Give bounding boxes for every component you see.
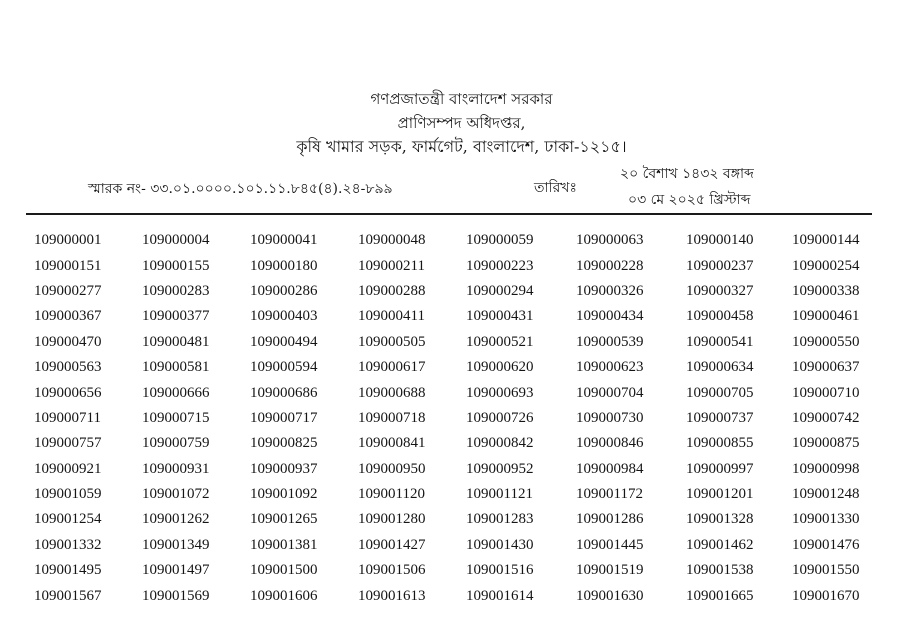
registration-number: 109000686 [250,384,318,401]
registration-number: 109000855 [686,435,754,452]
registration-number: 109000059 [466,232,534,249]
registration-number: 109000656 [34,384,102,401]
registration-number: 109000151 [34,257,102,274]
registration-number: 109000277 [34,282,102,299]
registration-number: 109000338 [792,282,860,299]
registration-number: 109000950 [358,460,426,477]
registration-number: 109000411 [358,308,425,325]
registration-number: 109001201 [686,486,754,503]
registration-number: 109000952 [466,460,534,477]
registration-number: 109000458 [686,308,754,325]
registration-number: 109000180 [250,257,318,274]
registration-number: 109001349 [142,536,210,553]
registration-number: 109001286 [576,511,644,528]
registration-number: 109001613 [358,587,426,604]
number-row [34,279,894,304]
registration-number-grid [34,228,894,609]
registration-number: 109001381 [250,536,318,553]
registration-number: 109000563 [34,359,102,376]
registration-number: 109000710 [792,384,860,401]
registration-number: 109001280 [358,511,426,528]
registration-number: 109001606 [250,587,318,604]
registration-number: 109000294 [466,282,534,299]
registration-number: 109000846 [576,435,644,452]
registration-number: 109000634 [686,359,754,376]
registration-number: 109000931 [142,460,210,477]
registration-number: 109001332 [34,536,102,553]
registration-number: 109000004 [142,232,210,249]
registration-number: 109000494 [250,333,318,350]
registration-number: 109000223 [466,257,534,274]
registration-number: 109000693 [466,384,534,401]
registration-number: 109001500 [250,562,318,579]
registration-number: 109000140 [686,232,754,249]
registration-number: 109001445 [576,536,644,553]
registration-number: 109000737 [686,409,754,426]
registration-number: 109000718 [358,409,426,426]
registration-number: 109000717 [250,409,318,426]
registration-number: 109000998 [792,460,860,477]
registration-number: 109000711 [34,409,101,426]
registration-number: 109000237 [686,257,754,274]
number-row [34,507,894,532]
registration-number: 109000155 [142,257,210,274]
date-label: তারিখঃ [534,180,577,196]
registration-number: 109000825 [250,435,318,452]
registration-number: 109000984 [576,460,644,477]
registration-number: 109001072 [142,486,210,503]
registration-number: 109000431 [466,308,534,325]
registration-number: 109000505 [358,333,426,350]
registration-number: 109000048 [358,232,426,249]
registration-number: 109000461 [792,308,860,325]
department-name: প্রাণিসম্পদ অধিদপ্তর, [397,114,526,132]
registration-number: 109001462 [686,536,754,553]
registration-number: 109000521 [466,333,534,350]
number-row [34,406,894,431]
registration-number: 109000283 [142,282,210,299]
registration-number: 109000367 [34,308,102,325]
registration-number: 109001538 [686,562,754,579]
registration-number: 109000757 [34,435,102,452]
registration-number: 109001495 [34,562,102,579]
registration-number: 109000228 [576,257,644,274]
registration-number: 109000001 [34,232,102,249]
registration-number: 109000620 [466,359,534,376]
registration-number: 109001497 [142,562,210,579]
registration-number: 109000666 [142,384,210,401]
number-row [34,355,894,380]
registration-number: 109000327 [686,282,754,299]
number-row [34,431,894,456]
registration-number: 109000841 [358,435,426,452]
registration-number: 109000637 [792,359,860,376]
number-row [34,583,894,608]
registration-number: 109000594 [250,359,318,376]
registration-number: 109001059 [34,486,102,503]
registration-number: 109000997 [686,460,754,477]
date-bangla: ২০ বৈশাখ ১৪৩২ বঙ্গাব্দ [620,166,754,182]
registration-number: 109000377 [142,308,210,325]
registration-number: 109000742 [792,409,860,426]
registration-number: 109001283 [466,511,534,528]
registration-number: 109001430 [466,536,534,553]
registration-number: 109000041 [250,232,318,249]
registration-number: 109000326 [576,282,644,299]
registration-number: 109001172 [576,486,643,503]
registration-number: 109000704 [576,384,644,401]
registration-number: 109000403 [250,308,318,325]
date-english: ০৩ মে ২০২৫ খ্রিস্টাব্দ [628,192,751,208]
registration-number: 109000481 [142,333,210,350]
registration-number: 109000550 [792,333,860,350]
registration-number: 109000254 [792,257,860,274]
registration-number: 109001614 [466,587,534,604]
registration-number: 109001569 [142,587,210,604]
registration-number: 109001665 [686,587,754,604]
registration-number: 109000937 [250,460,318,477]
header-divider [26,213,872,215]
registration-number: 109001567 [34,587,102,604]
number-row [34,380,894,405]
registration-number: 109001670 [792,587,860,604]
registration-number: 109000288 [358,282,426,299]
registration-number: 109000470 [34,333,102,350]
number-row [34,482,894,507]
registration-number: 109000842 [466,435,534,452]
number-row [34,228,894,253]
registration-number: 109000539 [576,333,644,350]
registration-number: 109000759 [142,435,210,452]
registration-number: 109001630 [576,587,644,604]
registration-number: 109001254 [34,511,102,528]
registration-number: 109001506 [358,562,426,579]
memo-number: স্মারক নং- ৩৩.০১.০০০০.১০১.১১.৮৪৫(৪).২৪-৮৯৯ [88,181,393,197]
registration-number: 109000688 [358,384,426,401]
registration-number: 109000144 [792,232,860,249]
date-block [620,161,754,213]
number-row [34,330,894,355]
registration-number: 109000211 [358,257,425,274]
registration-number: 109000921 [34,460,102,477]
registration-number: 109001328 [686,511,754,528]
government-title: গণপ্রজাতন্ত্রী বাংলাদেশ সরকার [370,90,553,108]
registration-number: 109001476 [792,536,860,553]
registration-number: 109000541 [686,333,754,350]
registration-number: 109001092 [250,486,318,503]
registration-number: 109001427 [358,536,426,553]
number-row [34,457,894,482]
registration-number: 109000730 [576,409,644,426]
registration-number: 109000875 [792,435,860,452]
registration-number: 109000617 [358,359,426,376]
office-address: কৃষি খামার সড়ক, ফার্মগেট, বাংলাদেশ, ঢাকা-১২১৫। [296,137,627,156]
registration-number: 109001120 [358,486,425,503]
registration-number: 109000286 [250,282,318,299]
number-row [34,533,894,558]
number-row [34,304,894,329]
registration-number: 109001516 [466,562,534,579]
registration-number: 109000705 [686,384,754,401]
registration-number: 109000063 [576,232,644,249]
registration-number: 109000623 [576,359,644,376]
registration-number: 109001550 [792,562,860,579]
registration-number: 109000726 [466,409,534,426]
registration-number: 109001121 [466,486,533,503]
number-row [34,558,894,583]
registration-number: 109000581 [142,359,210,376]
registration-number: 109000434 [576,308,644,325]
registration-number: 109001265 [250,511,318,528]
registration-number: 109001262 [142,511,210,528]
registration-number: 109001330 [792,511,860,528]
registration-number: 109001248 [792,486,860,503]
registration-number: 109000715 [142,409,210,426]
number-row [34,253,894,278]
registration-number: 109001519 [576,562,644,579]
